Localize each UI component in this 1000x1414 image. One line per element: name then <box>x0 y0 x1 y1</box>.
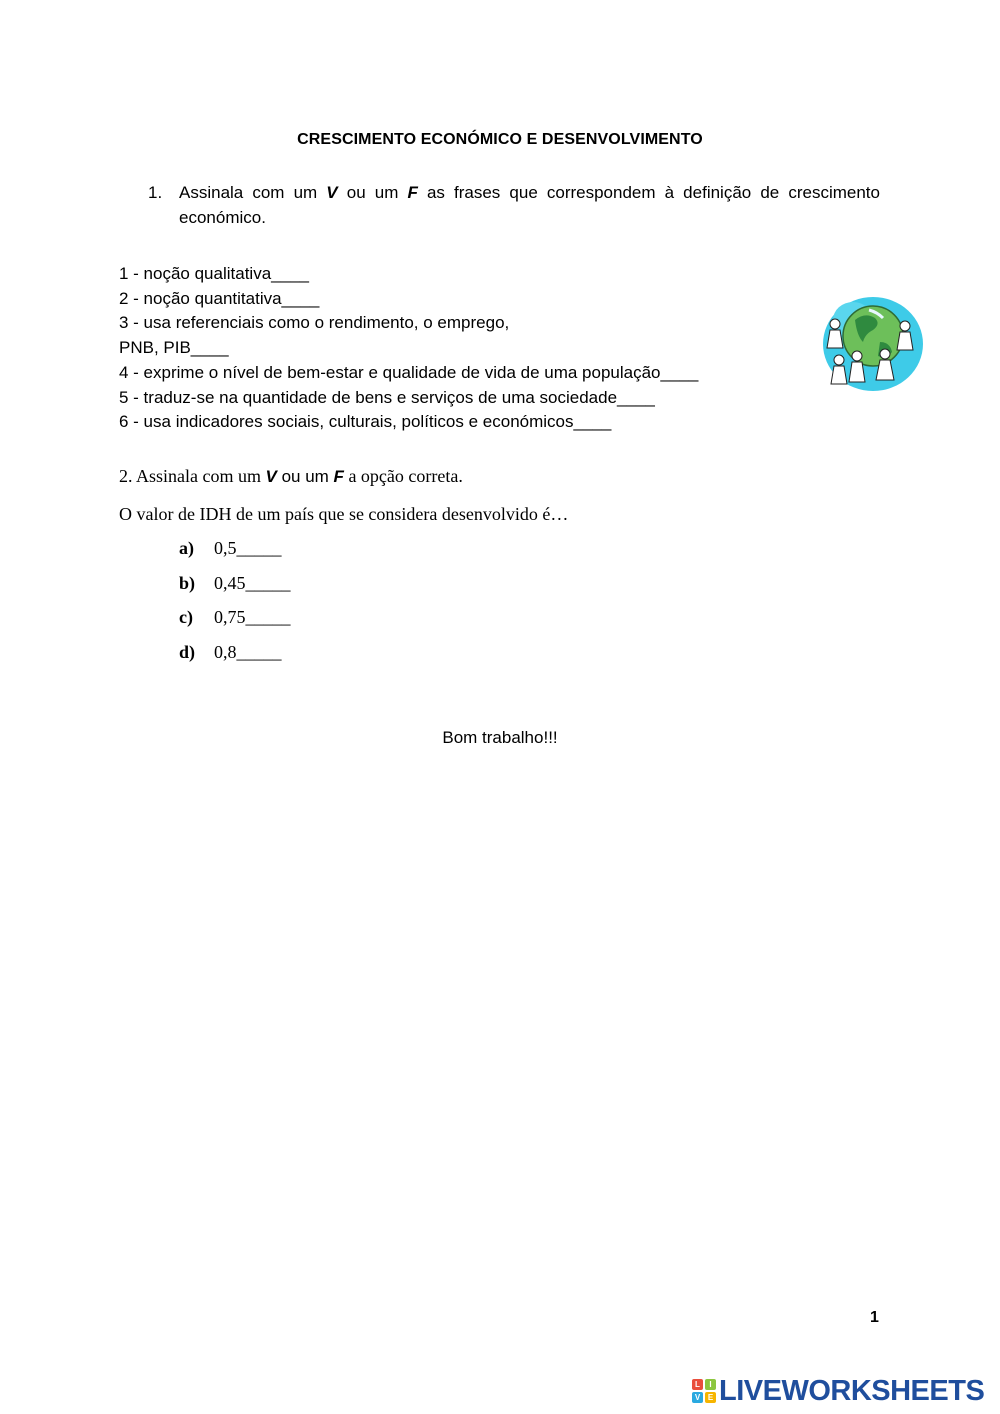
list-item[interactable]: 4 - exprime o nível de bem-estar e qualidade de vida de uma população____ <box>119 362 699 382</box>
option-label: d) <box>179 642 196 662</box>
option-value: 0,5_____ <box>214 538 282 558</box>
liveworksheets-logo-icon: L I V E <box>692 1379 716 1403</box>
question-1 <box>148 180 880 230</box>
option-label: c) <box>179 607 193 627</box>
question-1-text: Assinala com um V ou um F as frases que correspondem à definição de crescimento económico. <box>179 183 880 227</box>
list-item: 3 - usa referenciais como o rendimento, o emprego, <box>119 313 510 333</box>
brand-wordmark: LIVEWORKSHEETS <box>719 1374 985 1407</box>
option-value: 0,45_____ <box>214 573 291 593</box>
option-value: 0,75_____ <box>214 607 291 627</box>
question-2-stem: O valor de IDH de um país que se considera desenvolvido é… <box>119 504 569 524</box>
closing-message: Bom trabalho!!! <box>442 728 558 747</box>
option-b[interactable] <box>179 573 291 594</box>
question-2: 2. Assinala com um V ou um F a opção correta. <box>119 466 463 486</box>
question-1-number: 1. <box>148 183 163 202</box>
statement-list <box>119 262 698 435</box>
option-label: b) <box>179 573 196 593</box>
liveworksheets-brand[interactable] <box>692 1374 984 1408</box>
option-a[interactable] <box>179 538 282 559</box>
option-value: 0,8_____ <box>214 642 282 662</box>
option-d[interactable] <box>179 642 282 663</box>
globe-people-illustration <box>815 290 927 400</box>
page-title: CRESCIMENTO ECONÓMICO E DESENVOLVIMENTO <box>297 131 703 148</box>
page-number: 1 <box>870 1309 879 1326</box>
option-label: a) <box>179 538 194 558</box>
list-item[interactable]: 2 - noção quantitativa____ <box>119 288 320 308</box>
list-item[interactable]: 5 - traduz-se na quantidade de bens e serviços de uma sociedade____ <box>119 387 655 407</box>
list-item[interactable]: 1 - noção qualitativa____ <box>119 264 309 283</box>
option-c[interactable] <box>179 607 291 628</box>
list-item[interactable]: 6 - usa indicadores sociais, culturais, políticos e económicos____ <box>119 412 612 432</box>
list-item[interactable]: PNB, PIB____ <box>119 338 229 358</box>
